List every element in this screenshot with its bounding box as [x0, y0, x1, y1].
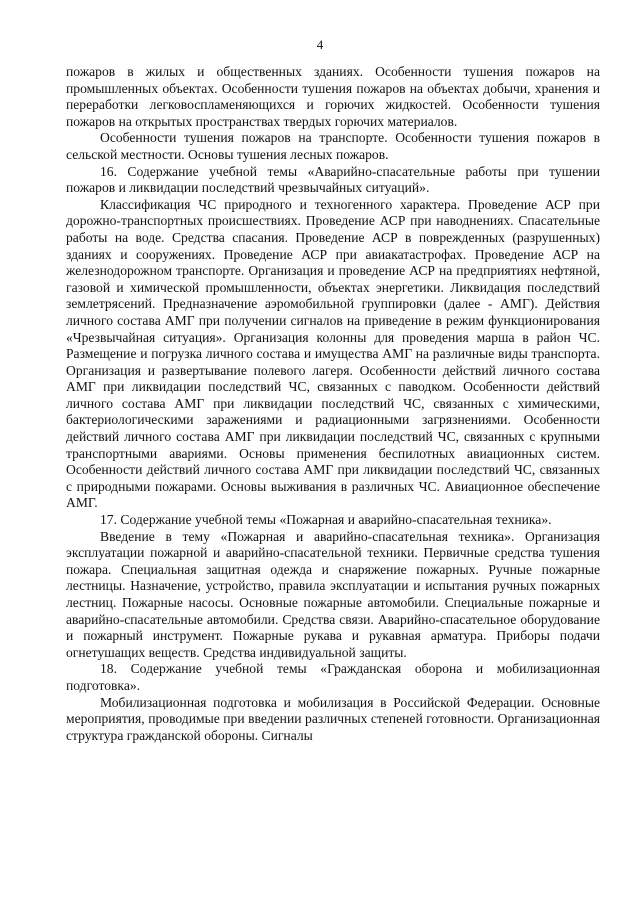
paragraph-fire-equipment: Введение в тему «Пожарная и аварийно-спасательная техника». Организация эксплуатации пожарной и аварийно-спасательной техники. Первичные средства тушения пожара. Специальная защитная одежда и снаряжение пожарных. Ручные пожарные лестницы. Назначение, устройство, правила эксплуатации и испытания ручных пожарных лестниц. Пожарные насосы. Основные пожарные автомобили. Специальные пожарные и аварийно-спасательные автомобили. Средства связи. Аварийно-спасательное оборудование и пожарный инструмент. Пожарные рукава и рукавная арматура. Приборы подачи огнетушащих веществ. Средства индивидуальной защиты. — [66, 528, 600, 660]
paragraph-fire-buildings-continued: пожаров в жилых и общественных зданиях. Особенности тушения пожаров на промышленных объектах. Особенности тушения пожаров на объектах добычи, хранения и переработки легковоспламеняющихся и горючих жидкостей. Особенности тушения пожаров на открытых пространствах твердых горючих материалов. — [66, 64, 600, 129]
page-number: 4 — [316, 37, 324, 52]
section-heading-16: 16. Содержание учебной темы «Аварийно-спасательные работы при тушении пожаров и ликвидации последствий чрезвычайных ситуаций». — [66, 163, 600, 196]
section-heading-17: 17. Содержание учебной темы «Пожарная и аварийно-спасательная техника». — [100, 512, 552, 528]
document-body — [66, 64, 600, 744]
paragraph-emergency-rescue: Классификация ЧС природного и техногенного характера. Проведение АСР при дорожно-транспортных происшествиях. Проведение АСР при наводнениях. Спасательные работы на воде. Средства спасания. Проведение АСР в поврежденных (разрушенных) зданиях и сооружениях. Проведение АСР при авиакатастрофах. Проведение АСР на железнодорожном транспорте. Организация и проведение АСР на предприятиях нефтяной, газовой и химической промышленности, объектах энергетики. Ликвидация последствий землетрясений. Предназначение аэромобильной группировки (далее - АМГ). Действия личного состава АМГ при получении сигналов на приведение в режим функционирования «Чрезвычайная ситуация». Организация колонны для проведения марша в район ЧС. Размещение и погрузка личного состава и имущества АМГ на различные виды транспорта. Организация и развертывание полевого лагеря. Особенности действий личного состава АМГ при ликвидации последствий ЧС, связанных с паводком. Особенности действий личного состава АМГ при ликвидации последствий ЧС, связанных с химическими, бактериологическими заражениями и радиационными загрязнениями. Особенности действий личного состава АМГ при ликвидации последствий ЧС, связанных с крупными транспортными авариями. Основы применения беспилотных авиационных систем. Особенности действий личного состава АМГ при ликвидации последствий ЧС, связанных с природными пожарами. Основы выживания в различных ЧС. Авиационное обеспечение АМГ. — [66, 196, 600, 511]
paragraph-fire-transport: Особенности тушения пожаров на транспорте. Особенности тушения пожаров в сельской местности. Основы тушения лесных пожаров. — [66, 130, 600, 162]
section-heading-18: 18. Содержание учебной темы «Гражданская оборона и мобилизационная подготовка». — [66, 661, 600, 693]
paragraph-civil-defense: Мобилизационная подготовка и мобилизация в Российской Федерации. Основные мероприятия, проводимые при введении различных степеней готовности. Организационная структура гражданской обороны. Сигналы — [66, 694, 600, 743]
